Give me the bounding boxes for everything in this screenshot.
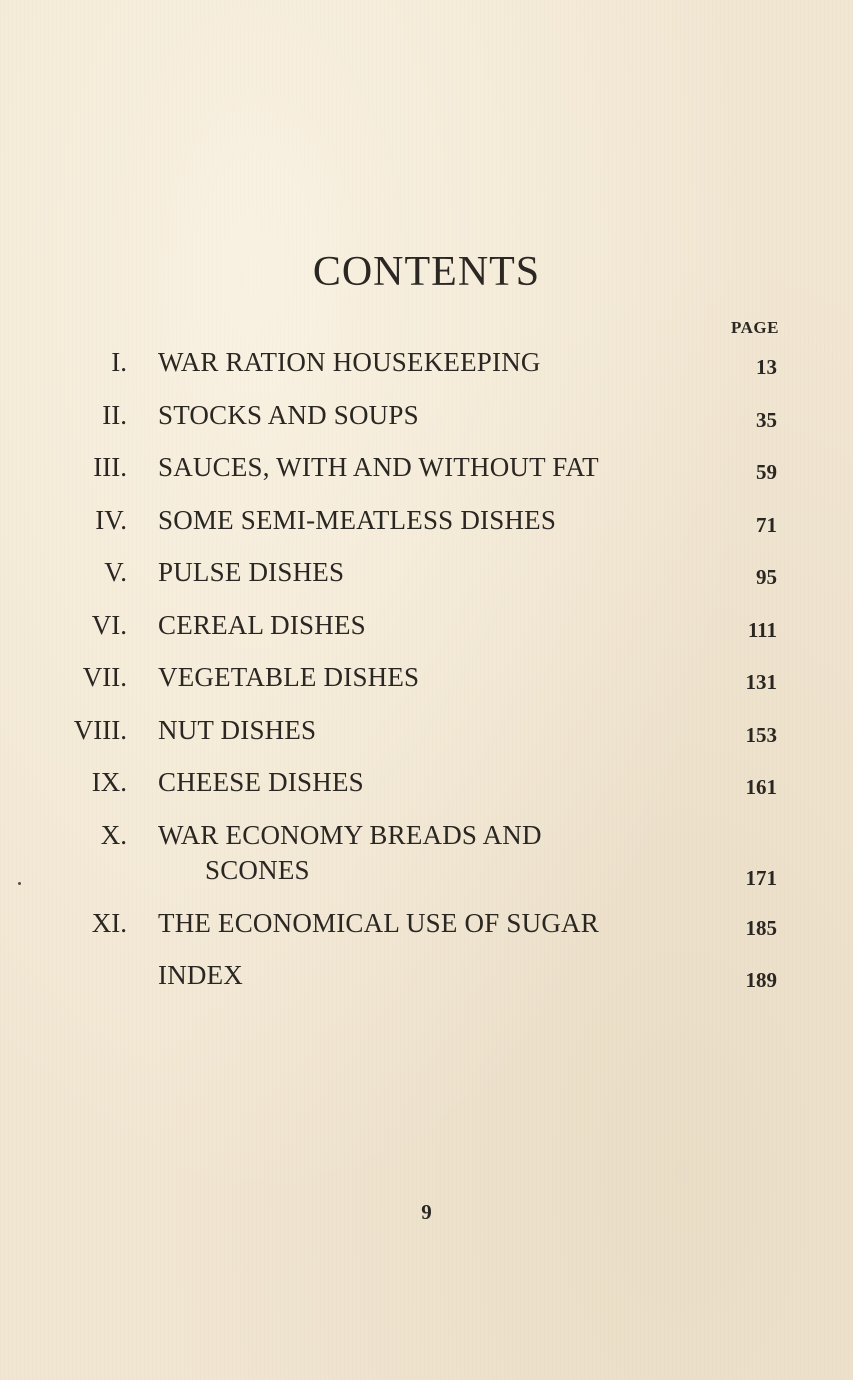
chapter-title: CEREAL DISHES	[158, 609, 366, 640]
contents-entry	[0, 816, 853, 904]
chapter-page-number: 185	[745, 915, 777, 940]
chapter-numeral: V.	[104, 557, 127, 587]
chapter-numeral: VIII.	[73, 714, 127, 745]
chapter-numeral: X.	[100, 819, 127, 850]
chapter-title: CHEESE DISHES	[158, 767, 364, 797]
chapter-page-number: 95	[756, 565, 777, 589]
contents-list	[0, 343, 853, 1009]
chapter-numeral: II.	[102, 399, 127, 430]
contents-entry	[0, 343, 853, 396]
index-page-number: 189	[745, 968, 777, 992]
contents-entry	[0, 956, 853, 1009]
chapter-page-number: 161	[745, 775, 777, 799]
contents-entry	[0, 501, 853, 554]
contents-entry	[0, 448, 853, 501]
chapter-page-number: 153	[745, 722, 777, 747]
chapter-page-number: 131	[745, 670, 777, 694]
chapter-title: PULSE DISHES	[158, 557, 345, 587]
chapter-title-line-2: SCONES	[205, 854, 310, 885]
chapter-title: VEGETABLE DISHES	[158, 662, 420, 692]
chapter-page-number: 71	[756, 512, 777, 537]
contents-entry	[0, 553, 853, 606]
chapter-title-line-1: WAR ECONOMY BREADS AND	[158, 819, 542, 850]
chapter-title: SAUCES, WITH AND WITHOUT FAT	[158, 452, 599, 482]
chapter-title: SOME SEMI-MEATLESS DISHES	[158, 504, 557, 535]
page-column-label: PAGE	[731, 318, 779, 337]
folio-page-number: 9	[421, 1200, 432, 1224]
contents-entry	[0, 658, 853, 711]
chapter-numeral: VI.	[91, 609, 127, 640]
chapter-title	[158, 820, 542, 886]
chapter-title: THE ECONOMICAL USE OF SUGAR	[158, 907, 599, 938]
chapter-page-number: 59	[756, 460, 777, 484]
chapter-title: WAR RATION HOUSEKEEPING	[158, 347, 541, 377]
chapter-title: STOCKS AND SOUPS	[158, 399, 419, 430]
contents-entry	[0, 606, 853, 659]
chapter-numeral: IV.	[95, 504, 127, 535]
contents-entry	[0, 904, 853, 957]
paper-speck	[18, 882, 21, 885]
chapter-page-number: 35	[756, 407, 777, 432]
contents-heading: CONTENTS	[312, 249, 541, 295]
index-title: INDEX	[158, 960, 243, 990]
contents-entry	[0, 711, 853, 764]
chapter-title: NUT DISHES	[158, 714, 317, 745]
contents-entry	[0, 763, 853, 816]
chapter-numeral: VII.	[82, 662, 127, 692]
contents-entry	[0, 396, 853, 449]
chapter-page-number: 171	[745, 865, 777, 890]
chapter-page-number: 111	[747, 617, 777, 642]
chapter-numeral: XI.	[91, 907, 127, 938]
chapter-page-number: 13	[756, 355, 777, 379]
chapter-numeral: I.	[111, 347, 127, 377]
chapter-numeral: IX.	[91, 767, 127, 797]
chapter-numeral: III.	[93, 452, 127, 482]
